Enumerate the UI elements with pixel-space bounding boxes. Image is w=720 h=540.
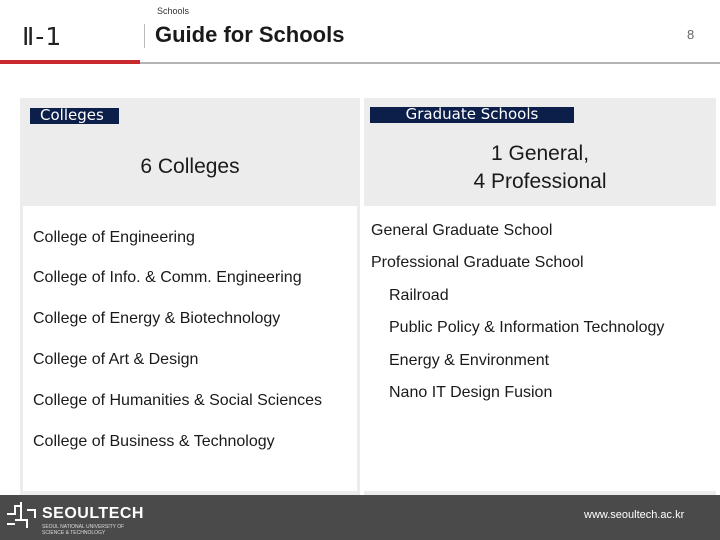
professional-item: Public Policy & Information Technology [389,319,665,336]
professional-item: Energy & Environment [389,352,550,369]
colleges-headline: 6 Colleges [140,155,240,178]
seoultech-logo-text: SEOULTECH [42,505,144,522]
header-rule [140,62,720,64]
seoultech-logo-subtext: SEOUL NATIONAL UNIVERSITY OF SCIENCE & TECHNOLOGY [42,524,125,536]
professional-graduate-school: Professional Graduate School [371,254,584,271]
colleges-pill: Colleges [30,108,119,124]
seoultech-logo-icon [5,500,37,530]
section-number: Ⅱ-1 [22,22,63,51]
college-item: College of Business & Technology [33,433,275,450]
graduate-pill: Graduate Schools [370,107,574,123]
college-item: College of Art & Design [33,351,199,368]
graduate-list-area [364,206,716,491]
graduate-headline-line2: 4 Professional [473,170,607,193]
graduate-headline [364,140,716,196]
graduate-headline-line1: 1 General, [490,142,590,165]
page-title: Guide for Schools [155,22,345,47]
general-graduate-school: General Graduate School [371,222,553,239]
header-divider [144,24,145,48]
website-url[interactable]: www.seoultech.ac.kr [584,509,685,521]
page-number: 8 [687,27,695,42]
college-item: College of Energy & Biotechnology [33,310,281,327]
college-item: College of Humanities & Social Sciences [33,392,323,409]
breadcrumb: Schools [157,6,190,16]
college-item: College of Engineering [33,229,195,246]
professional-item: Railroad [389,287,449,304]
professional-item: Nano IT Design Fusion [389,384,553,401]
header-accent-line [0,60,140,64]
college-item: College of Info. & Comm. Engineering [33,269,302,286]
